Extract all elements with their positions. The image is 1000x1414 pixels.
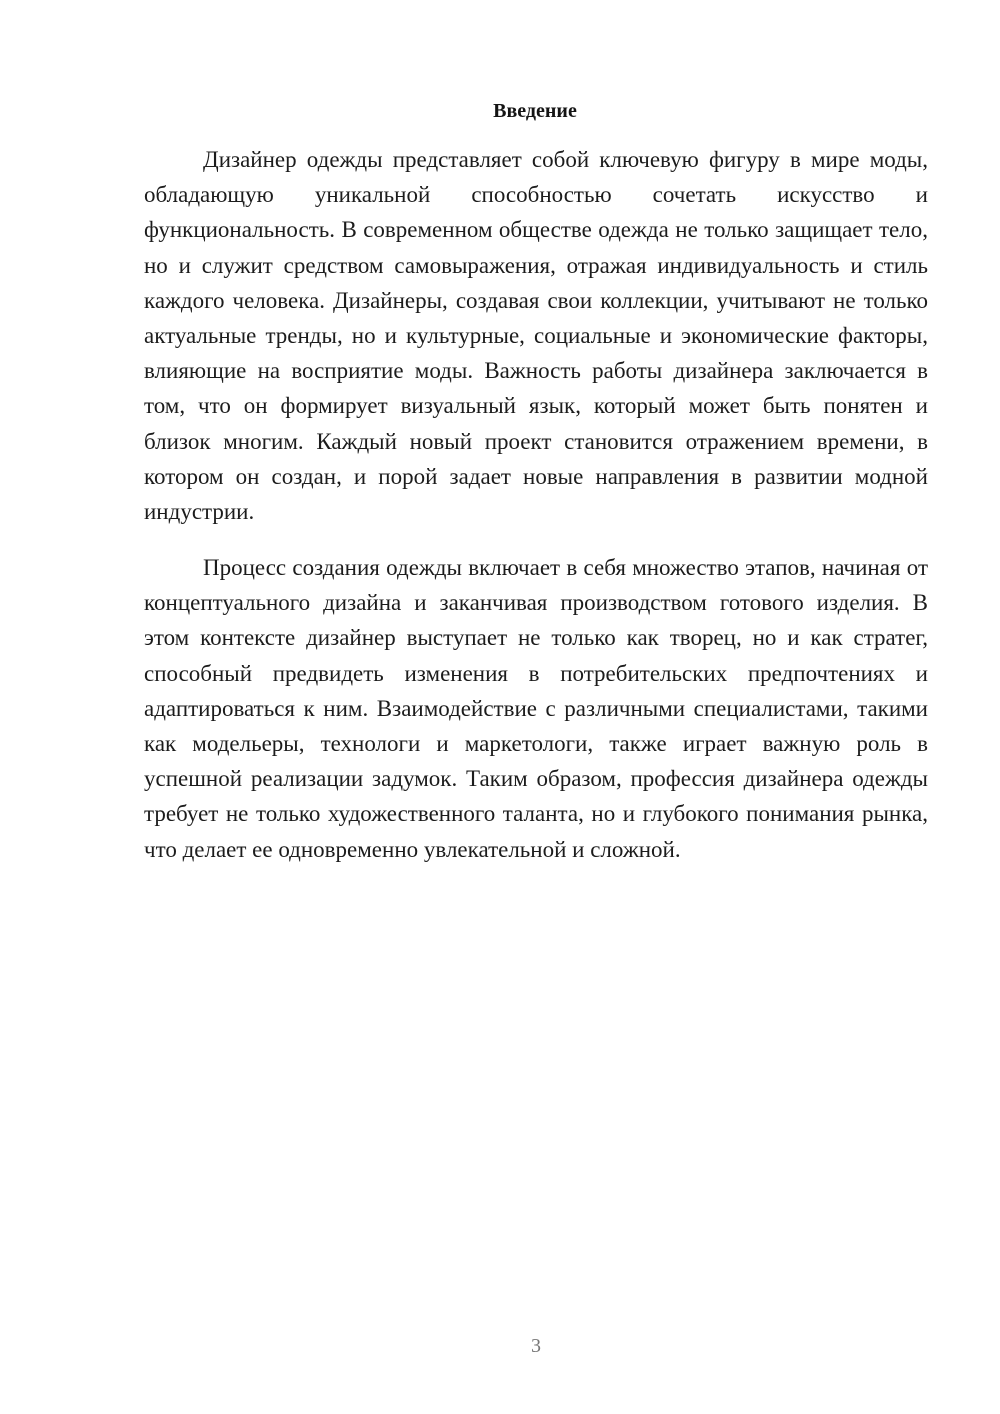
page-number: 3 [531, 1335, 541, 1357]
paragraph-1: Дизайнер одежды представляет собой ключевую фигуру в мире моды, обладающую уникальной способностью сочетать искусство и функциональность. В современном обществе одежда не только защищает тело, но и служит средством самовыражения, отражая индивидуальность и стиль каждого человека. Дизайнеры, создавая свои коллекции, учитывают не только актуальные тренды, но и культурные, социальные и экономические факторы, влияющие на восприятие моды. Важность работы дизайнера заключается в том, что он формирует визуальный язык, который может быть понятен и близок многим. Каждый новый проект становится отражением времени, в котором он создан, и порой задает новые направления в развитии модной индустрии. [144, 147, 928, 525]
paragraph-2: Процесс создания одежды включает в себя множество этапов, начиная от концептуального дизайна и заканчивая производством готового изделия. В этом контексте дизайнер выступает не только как творец, но и как стратег, способный предвидеть изменения в потребительских предпочтениях и адаптироваться к ним. Взаимодействие с различными специалистами, такими как модельеры, технологи и маркетологи, также играет важную роль в успешной реализации задумок. Таким образом, профессия дизайнера одежды требует не только художественного таланта, но и глубокого понимания рынка, что делает ее одновременно увлекательной и сложной. [144, 555, 928, 862]
section-title: Введение [493, 100, 577, 122]
